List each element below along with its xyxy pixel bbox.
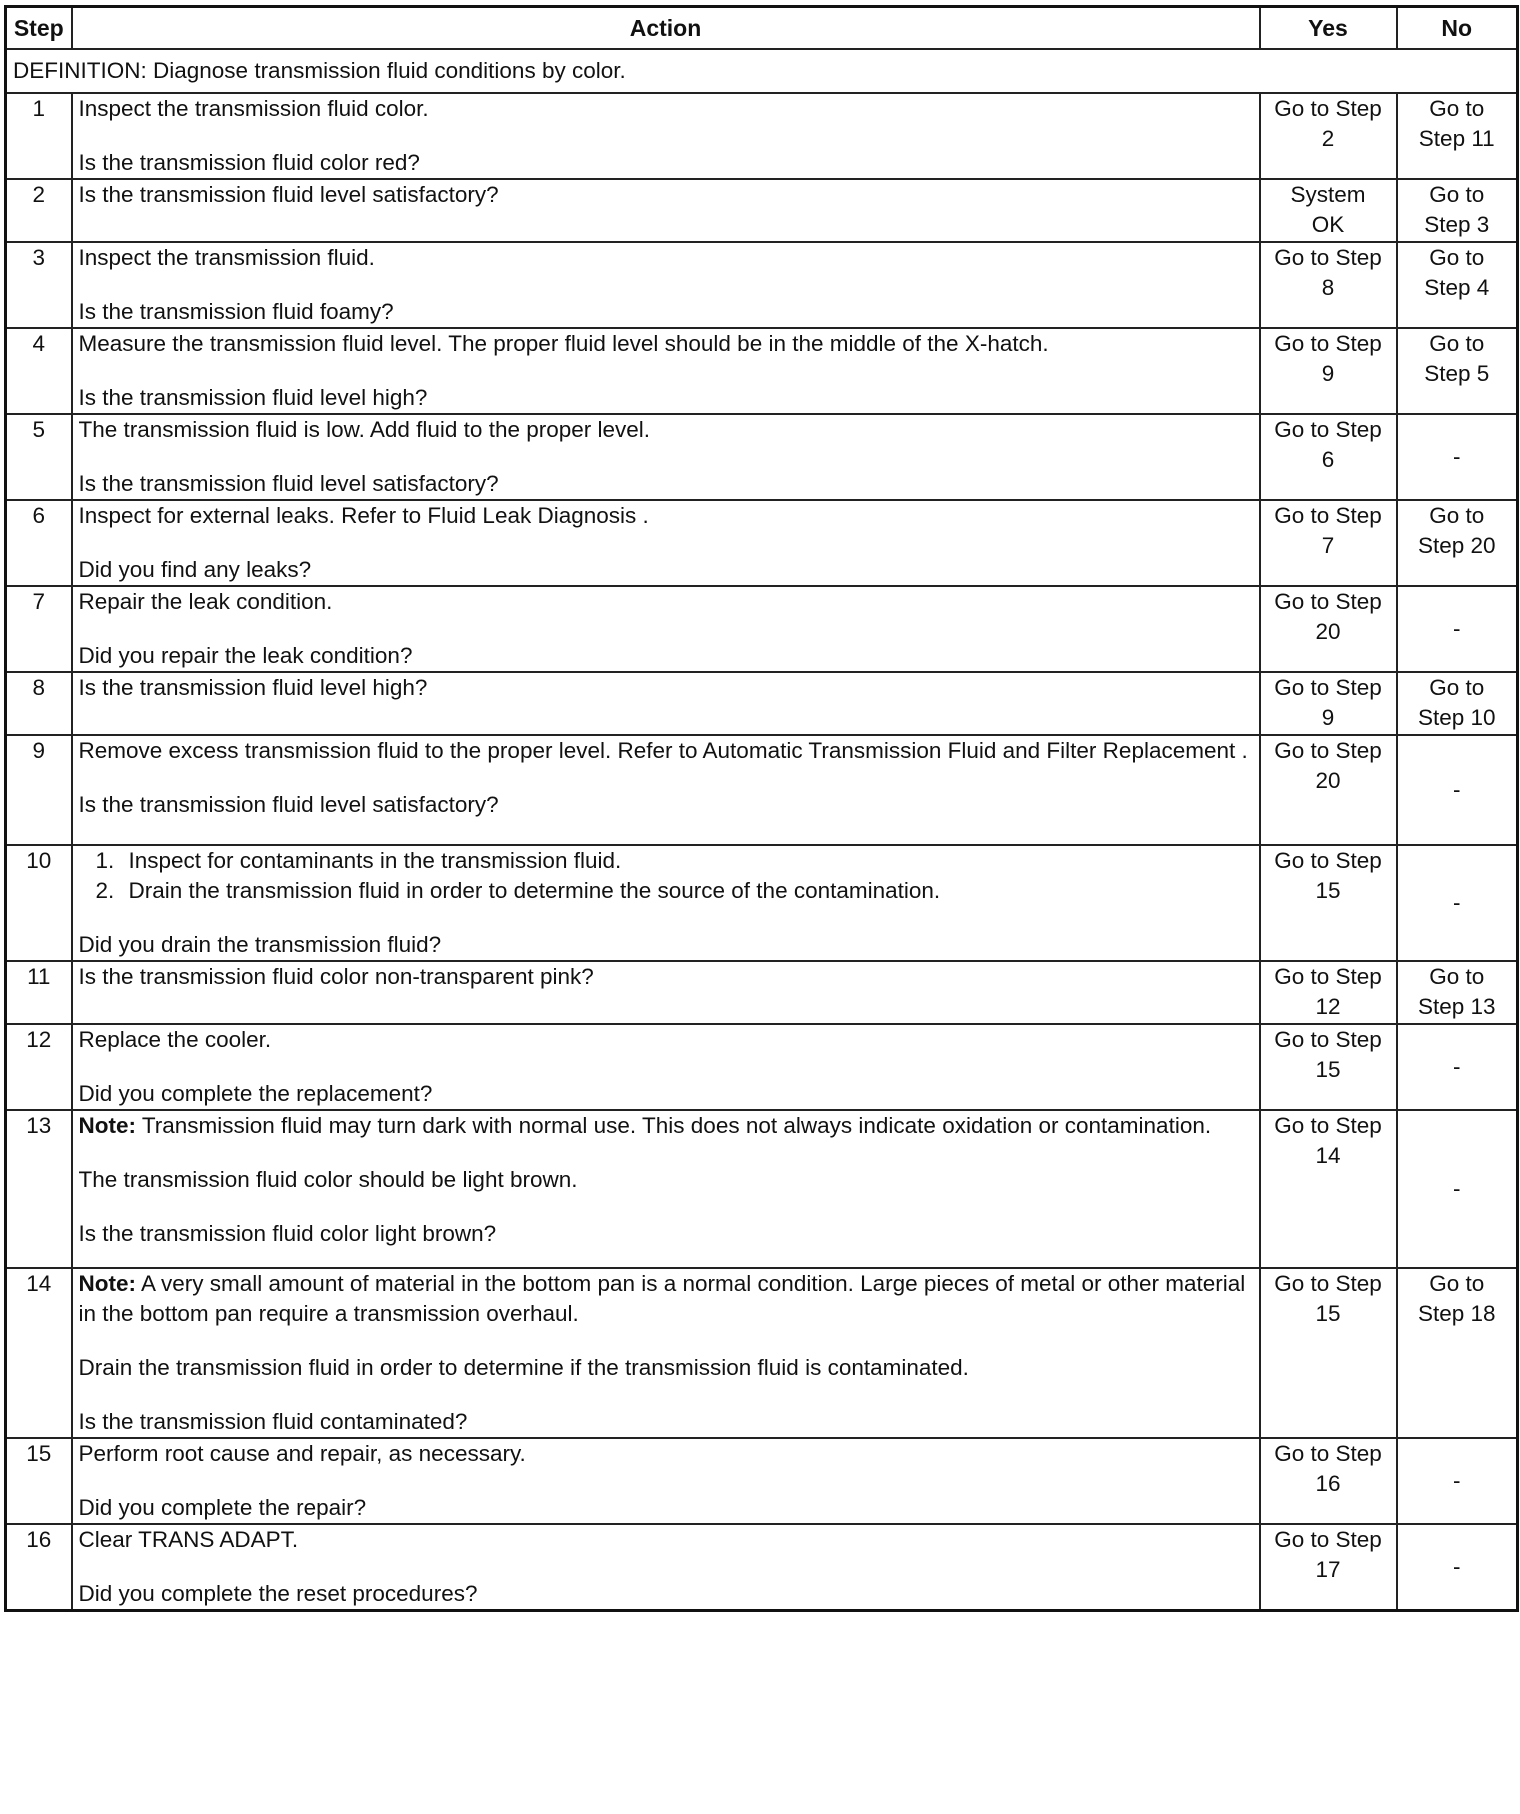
action-text: Inspect the transmission fluid color. [78,96,429,121]
action-text: Did you drain the transmission fluid? [78,932,442,957]
no-outcome: - [1397,414,1518,500]
yes-outcome: Go to Step 20 [1260,735,1397,845]
step-row [6,1524,1518,1611]
action-text: Is the transmission fluid color non-transparent pink? [78,964,594,989]
step-row [6,1438,1518,1524]
action-text: Is the transmission fluid level high? [78,385,428,410]
yes-outcome: Go to Step 6 [1260,414,1397,500]
action-text: Did you repair the leak condition? [78,643,413,668]
definition-text: DEFINITION: Diagnose transmission fluid conditions by color. [6,49,1518,93]
step-action [72,1110,1260,1268]
action-note [79,1111,1253,1141]
yes-outcome: Go to Step 15 [1260,845,1397,961]
no-outcome: - [1397,1110,1518,1268]
action-note [79,1269,1253,1329]
step-action [72,735,1260,845]
step-action [72,672,1260,735]
step-row [6,845,1518,961]
no-outcome: Go to Step 4 [1397,242,1518,328]
step-number: 13 [6,1110,72,1268]
step-row [6,1268,1518,1438]
action-list-wrap [79,846,1253,906]
note-label: Note: [78,1113,136,1138]
action-text: The transmission fluid color should be light brown. [78,1167,578,1192]
step-action [72,93,1260,179]
action-text: Inspect for external leaks. Refer to Fluid Leak Diagnosis . [78,503,649,528]
no-outcome: Go to Step 18 [1397,1268,1518,1438]
action-text: Is the transmission fluid contaminated? [78,1409,468,1434]
step-number: 11 [6,961,72,1024]
step-action [72,242,1260,328]
step-row [6,1024,1518,1110]
step-number: 12 [6,1024,72,1110]
step-action [72,414,1260,500]
action-text: Perform root cause and repair, as necessary. [78,1441,526,1466]
step-action [72,328,1260,414]
header-no: No [1397,7,1518,50]
action-text: Did you complete the replacement? [78,1081,433,1106]
step-row [6,179,1518,242]
note-label: Note: [78,1271,136,1296]
action-text: Replace the cooler. [78,1027,272,1052]
yes-outcome: Go to Step 9 [1260,328,1397,414]
step-row [6,735,1518,845]
yes-outcome: Go to Step 15 [1260,1024,1397,1110]
action-text: Is the transmission fluid level satisfactory? [78,792,499,817]
yes-outcome: Go to Step 15 [1260,1268,1397,1438]
no-outcome: - [1397,1524,1518,1611]
action-text: Is the transmission fluid level satisfactory? [78,471,499,496]
step-row [6,586,1518,672]
no-outcome: - [1397,735,1518,845]
step-action [72,500,1260,586]
step-action [72,961,1260,1024]
no-outcome: - [1397,1438,1518,1524]
header-action: Action [72,7,1260,50]
step-row [6,961,1518,1024]
diagnostic-table-container [4,5,1516,1810]
no-outcome: Go to Step 5 [1397,328,1518,414]
action-text: Is the transmission fluid color red? [78,150,420,175]
yes-outcome: Go to Step 20 [1260,586,1397,672]
no-outcome: - [1397,586,1518,672]
step-number: 1 [6,93,72,179]
yes-outcome: Go to Step 7 [1260,500,1397,586]
note-text: A very small amount of material in the bottom pan is a normal condition. Large pieces of metal or other material in the bottom pan require a transmission overhaul. [78,1271,1246,1326]
no-outcome: Go to Step 20 [1397,500,1518,586]
no-outcome: - [1397,845,1518,961]
step-action [72,1268,1260,1438]
action-text: Measure the transmission fluid level. The proper fluid level should be in the middle of the X-hatch. [78,331,1049,356]
step-number: 3 [6,242,72,328]
header-row [6,7,1518,50]
header-yes: Yes [1260,7,1397,50]
action-step-item: 1. Inspect for contaminants in the transmission fluid. [121,846,1253,876]
step-row [6,414,1518,500]
action-text: Did you complete the repair? [78,1495,367,1520]
action-steps-list [79,846,1253,906]
step-number: 5 [6,414,72,500]
step-number: 9 [6,735,72,845]
step-action [72,1524,1260,1611]
definition-row [6,49,1518,93]
action-text: Is the transmission fluid level high? [78,675,428,700]
yes-outcome: Go to Step 9 [1260,672,1397,735]
step-action [72,1438,1260,1524]
action-text: Is the transmission fluid foamy? [78,299,394,324]
action-text: Drain the transmission fluid in order to determine if the transmission fluid is contaminated. [78,1355,969,1380]
step-action [72,179,1260,242]
yes-outcome: Go to Step 17 [1260,1524,1397,1611]
step-action [72,586,1260,672]
step-number: 10 [6,845,72,961]
no-outcome: - [1397,1024,1518,1110]
action-text: Is the transmission fluid level satisfactory? [78,182,499,207]
step-row [6,328,1518,414]
action-step-item: 2. Drain the transmission fluid in order to determine the source of the contamination. [121,876,1253,906]
header-step: Step [6,7,72,50]
step-action [72,1024,1260,1110]
action-text: Inspect the transmission fluid. [78,245,375,270]
step-row [6,242,1518,328]
no-outcome: Go to Step 3 [1397,179,1518,242]
step-number: 4 [6,328,72,414]
yes-outcome: Go to Step 2 [1260,93,1397,179]
step-number: 14 [6,1268,72,1438]
yes-outcome: Go to Step 12 [1260,961,1397,1024]
action-text: Is the transmission fluid color light brown? [78,1221,497,1246]
diagnostic-table [4,5,1519,1612]
step-number: 15 [6,1438,72,1524]
step-number: 7 [6,586,72,672]
yes-outcome: Go to Step 8 [1260,242,1397,328]
step-row [6,672,1518,735]
action-text: Clear TRANS ADAPT. [78,1527,299,1552]
yes-outcome: Go to Step 16 [1260,1438,1397,1524]
action-text: Did you complete the reset procedures? [78,1581,478,1606]
yes-outcome: System OK [1260,179,1397,242]
yes-outcome: Go to Step 14 [1260,1110,1397,1268]
action-text: Remove excess transmission fluid to the proper level. Refer to Automatic Transmission Fluid and Filter Replacement . [78,738,1248,763]
step-row [6,1110,1518,1268]
no-outcome: Go to Step 10 [1397,672,1518,735]
action-text: Repair the leak condition. [78,589,333,614]
action-text: Did you find any leaks? [78,557,312,582]
step-number: 6 [6,500,72,586]
step-row [6,93,1518,179]
no-outcome: Go to Step 13 [1397,961,1518,1024]
step-row [6,500,1518,586]
note-text: Transmission fluid may turn dark with normal use. This does not always indicate oxidation or contamination. [136,1113,1212,1138]
step-number: 8 [6,672,72,735]
step-number: 16 [6,1524,72,1611]
step-number: 2 [6,179,72,242]
action-text: The transmission fluid is low. Add fluid to the proper level. [78,417,651,442]
step-action [72,845,1260,961]
no-outcome: Go to Step 11 [1397,93,1518,179]
